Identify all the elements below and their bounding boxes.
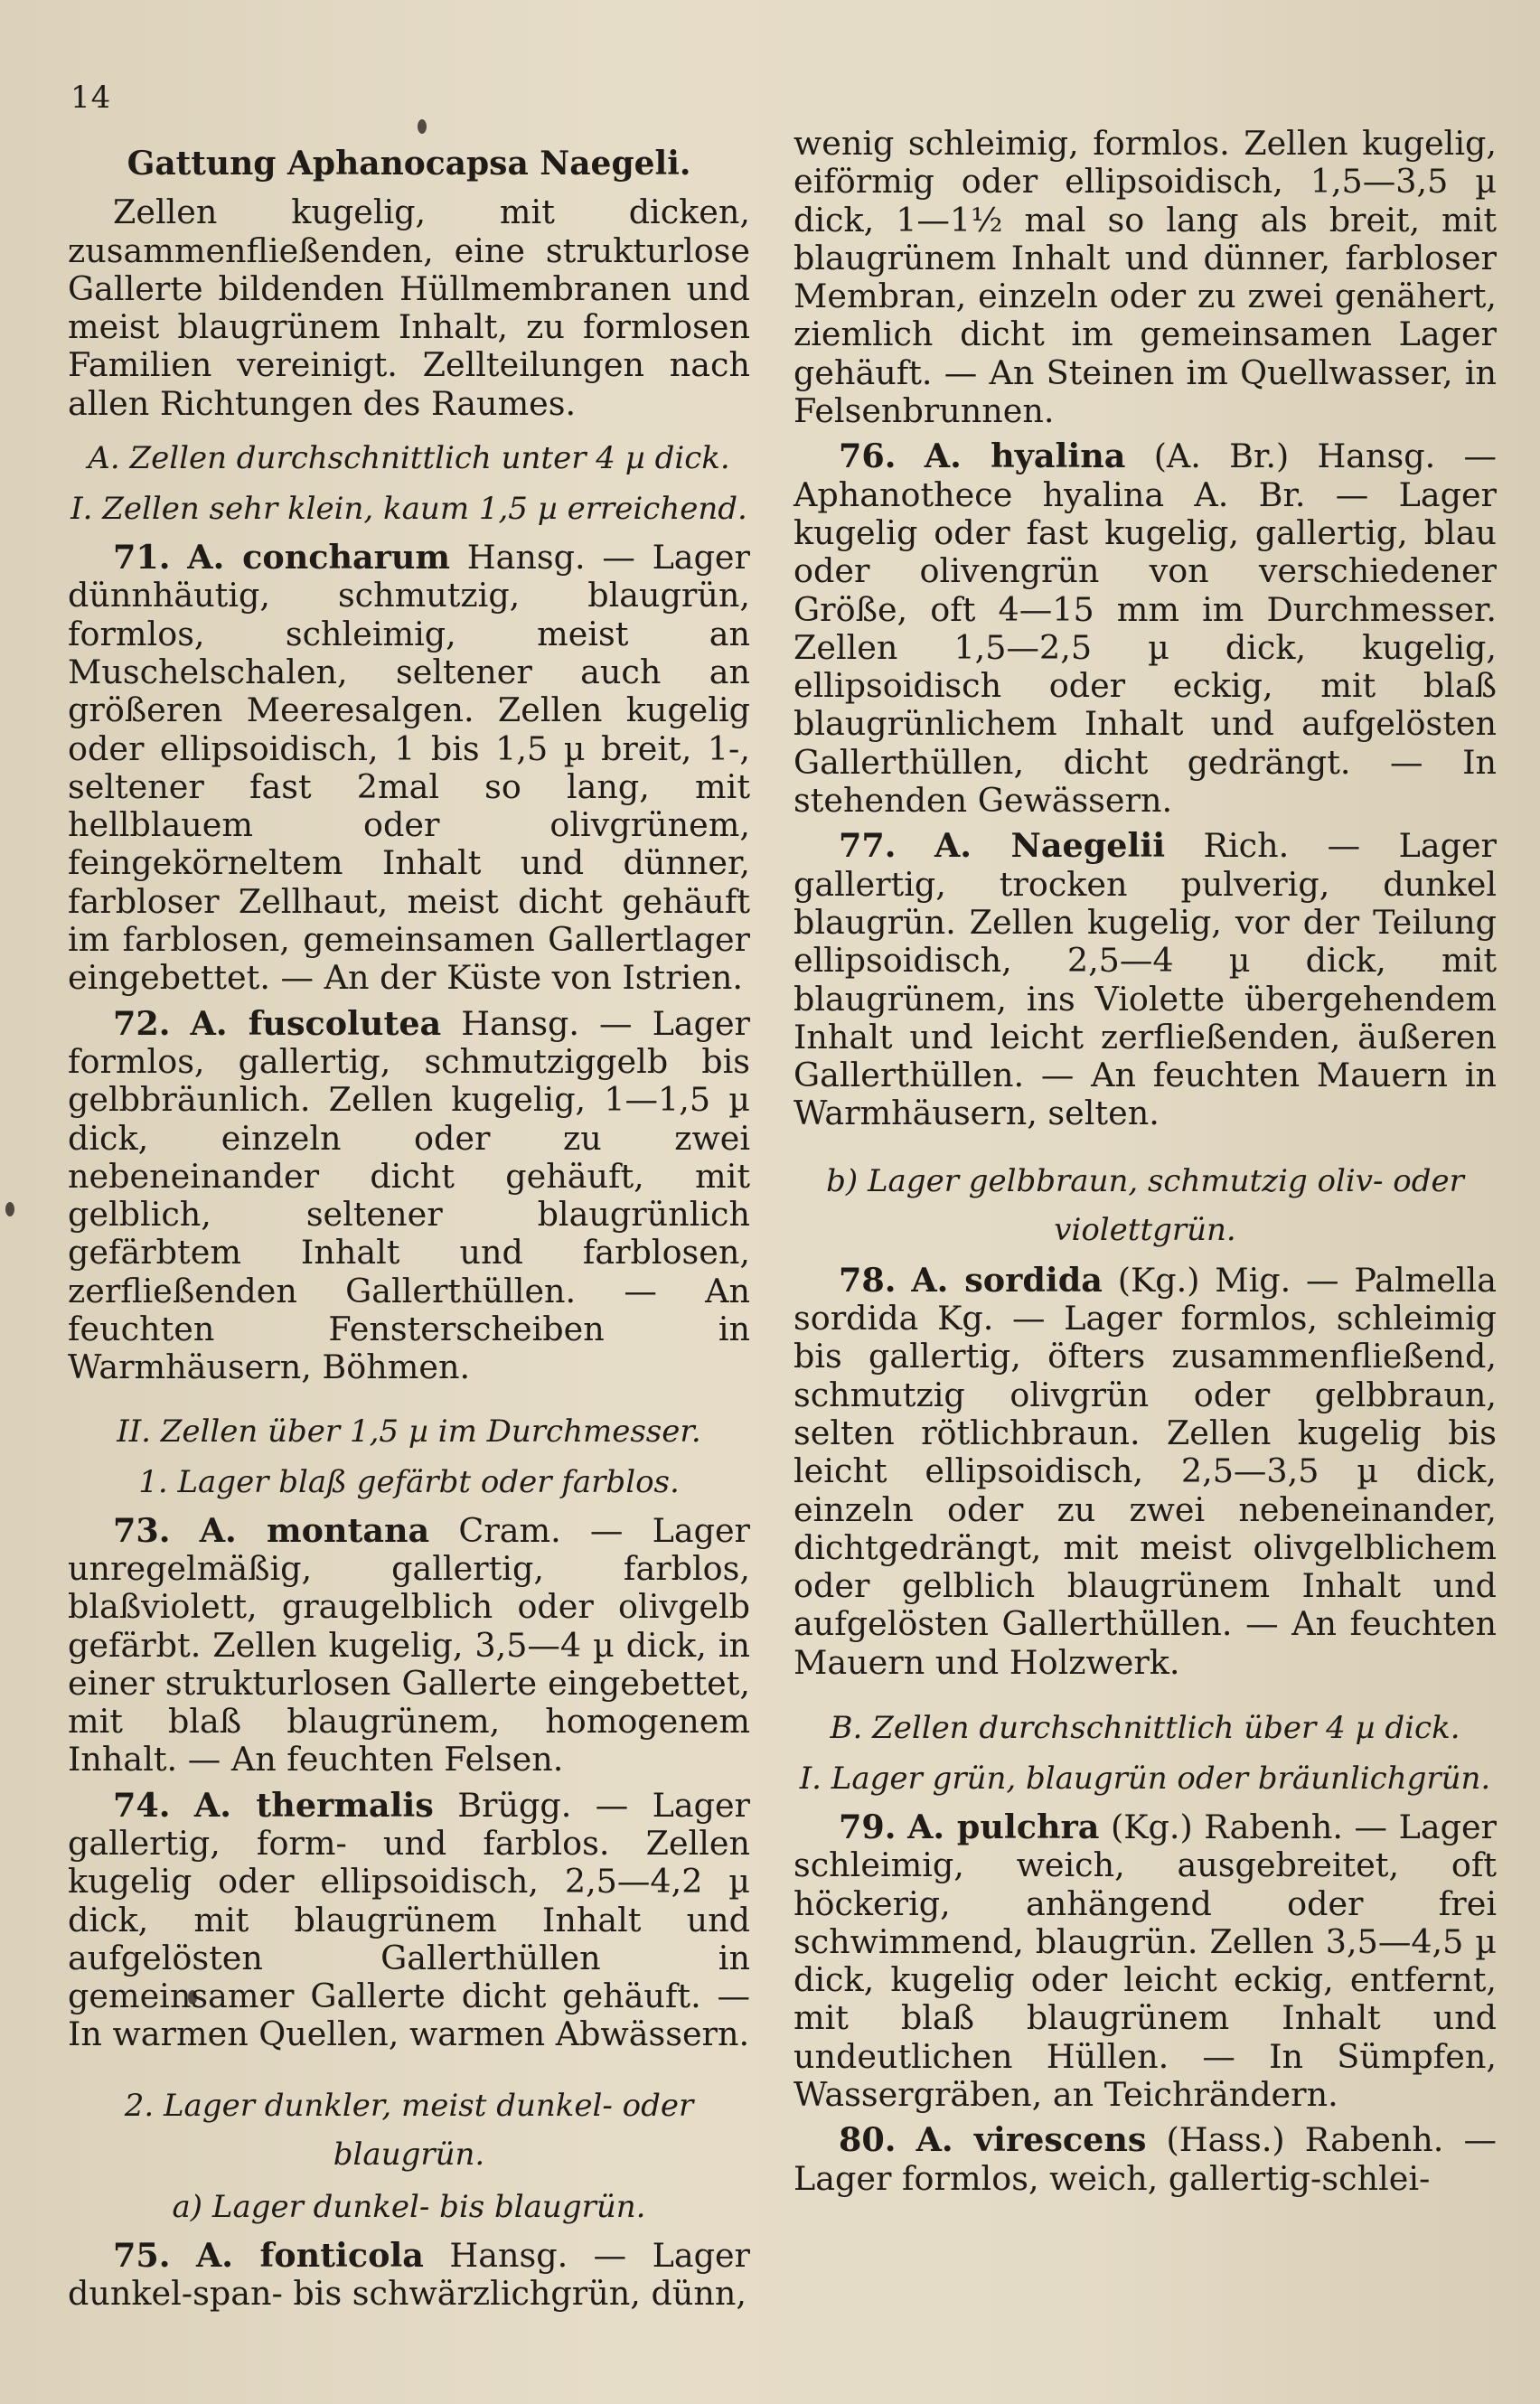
- entry-number: 74.: [113, 1785, 171, 1825]
- key-heading-I: I. Zellen sehr klein, kaum 1,5 µ erreichend.: [70, 491, 747, 528]
- species-entry-75: [68, 2237, 750, 2314]
- species-name: A. pulchra: [907, 1807, 1100, 1846]
- species-description: (Kg.) Rabenh. — Lager schleimig, weich, ausgebreitet, oft höckerig, anhängend oder frei schwimmend, blaugrün. Zellen 3,5—4,5 µ dick, kugelig oder leicht eckig, entfernt, mit blaß blaugrünem Inhalt und undeutlichen Hüllen. — In Sümpfen, Wassergräben, an Teichrändern.: [793, 1807, 1497, 2115]
- species-description: Rich. — Lager gallertig, trocken pulverig, dunkel blaugrün. Zellen kugelig, vor der Teilung ellipsoidisch, 2,5—4 µ dick, mit blaugrünem, ins Violette übergehendem Inhalt und leicht zerfließenden, äußeren Gallerthüllen. — An feuchten Mauern in Warmhäusern, selten.: [793, 826, 1497, 1133]
- entry-number: 75.: [113, 2235, 171, 2275]
- species-entry-74: [68, 1787, 750, 2054]
- entry-number: 73.: [113, 1510, 171, 1550]
- key-heading-a: a) Lager dunkel- bis blaugrün.: [172, 2188, 646, 2225]
- species-name: A. sordida: [911, 1260, 1103, 1300]
- ink-smudge: [418, 119, 427, 134]
- key-heading-B: B. Zellen durchschnittlich über 4 µ dick.: [830, 1709, 1460, 1746]
- key-heading-b: b) Lager gelbbraun, schmutzig oliv- oder violettgrün.: [826, 1162, 1464, 1248]
- left-column: [68, 136, 750, 2313]
- species-name: A. concharum: [187, 538, 451, 578]
- species-name: A. fonticola: [195, 2235, 424, 2275]
- key-heading-I-2: I. Lager grün, blaugrün oder bräunlichgrün.: [799, 1760, 1491, 1797]
- species-entry-77: [793, 827, 1497, 1132]
- species-entry-78: [793, 1262, 1497, 1682]
- species-description: Brügg. — Lager gallertig, form- und farblos. Zellen kugelig oder ellipsoidisch, 2,5—4,2 µ dick, mit blaugrünem Inhalt und aufgelösten Gallerthüllen in gemeinsamer Gallerte dicht gehäuft. — In warmen Quellen, warmen Abwässern.: [68, 1785, 750, 2054]
- entry-number: 77.: [839, 826, 897, 866]
- entry-number: 71.: [113, 538, 171, 578]
- species-entry-75-continued: wenig schleimig, formlos. Zellen kugelig, eiförmig oder ellipsoidisch, 1,5—3,5 µ dick, 1—1½ mal so lang als breit, mit blaugrünem Inhalt und dünner, farbloser Membran, einzeln oder zu zwei genähert, ziemlich dicht im gemeinsamen Lager gehäuft. — An Steinen im Quellwasser, in Felsenbrunnen.: [793, 124, 1497, 431]
- entry-number: 76.: [839, 437, 897, 476]
- species-entry-72: [68, 1005, 750, 1387]
- species-name: A. montana: [199, 1510, 430, 1550]
- species-name: A. fuscolutea: [190, 1003, 442, 1043]
- species-description: (Kg.) Mig. — Palmella sordida Kg. — Lager formlos, schleimig bis gallertig, öfters zusammenfließend, schmutzig olivgrün oder gelbbraun, selten rötlichbraun. Zellen kugelig bis leicht ellipsoidisch, 2,5—3,5 µ dick, einzeln oder zu zwei nebeneinander, dichtgedrängt, mit meist olivgelblichem oder gelblich blaugrünem Inhalt und aufgelösten Gallerthüllen. — An feuchten Mauern und Holzwerk.: [793, 1260, 1497, 1682]
- genus-description: Zellen kugelig, mit dicken, zusammenfließenden, eine strukturlose Gallerte bildenden Hüllmembranen und meist blaugrünem Inhalt, zu formlosen Familien vereinigt. Zellteilungen nach allen Richtungen des Raumes.: [68, 193, 750, 423]
- species-entry-76: [793, 437, 1497, 820]
- species-description: Hansg. — Lager dünnhäutig, schmutzig, blaugrün, formlos, schleimig, meist an Muschelschalen, seltener auch an größeren Meeresalgen. Zellen kugelig oder ellipsoidisch, 1 bis 1,5 µ breit, 1-, seltener fast 2mal so lang, mit hellblauem oder olivgrünem, feingekörneltem Inhalt und dünner, farbloser Zellhaut, meist dicht gehäuft im farblosen, gemeinsamen Gallertlager eingebettet. — An der Küste von Istrien.: [68, 538, 750, 998]
- genus-heading: Gattung Aphanocapsa Naegeli.: [127, 145, 691, 183]
- entry-number: 79.: [839, 1807, 897, 1846]
- right-column: [793, 125, 1497, 2198]
- entry-number: 78.: [839, 1260, 897, 1300]
- key-heading-2: 2. Lager dunkler, meist dunkel- oder blaugrün.: [124, 2087, 694, 2173]
- species-description: (Hass.) Rabenh. — Lager formlos, weich, gallertig-schlei-: [793, 2120, 1497, 2198]
- species-description: Hansg. — Lager formlos, gallertig, schmutziggelb bis gelbbräunlich. Zellen kugelig, 1—1,5 µ dick, einzeln oder zu zwei nebeneinander dicht gehäuft, mit gelblich, seltener blaugrünlich gefärbtem Inhalt und farblosen, zerfließenden Gallerthüllen. — An feuchten Fensterscheiben in Warmhäusern, Böhmen.: [68, 1003, 750, 1387]
- ink-smudge: [5, 1202, 14, 1216]
- species-description: (A. Br.) Hansg. — Aphanothece hyalina A. Br. — Lager kugelig oder fast kugelig, gallertig, blau oder olivengrün von verschiedener Größe, oft 4—15 mm im Durchmesser. Zellen 1,5—2,5 µ dick, kugelig, ellipsoidisch oder eckig, mit blaß blaugrünlichem Inhalt und aufgelösten Gallerthüllen, dicht gedrängt. — In stehenden Gewässern.: [793, 437, 1497, 821]
- species-entry-73: [68, 1512, 750, 1780]
- page-number: 14: [70, 80, 112, 116]
- species-name: A. Naegelii: [934, 826, 1166, 866]
- key-heading-1: 1. Lager blaß gefärbt oder farblos.: [138, 1463, 680, 1500]
- species-description: Hansg. — Lager dunkel-span- bis schwärzlichgrün, dünn,: [68, 2235, 750, 2314]
- key-heading-A: A. Zellen durchschnittlich unter 4 µ dick.: [88, 440, 730, 477]
- species-name: A. virescens: [916, 2120, 1147, 2160]
- species-name: A. thermalis: [193, 1785, 434, 1825]
- species-entry-79: [793, 1808, 1497, 2114]
- species-entry-80: [793, 2121, 1497, 2198]
- entry-number: 80.: [839, 2120, 897, 2160]
- species-description: Cram. — Lager unregelmäßig, gallertig, farblos, blaßviolett, graugelblich oder olivgelb gefärbt. Zellen kugelig, 3,5—4 µ dick, in einer strukturlosen Gallerte eingebettet, mit blaß blaugrünem, homogenem Inhalt. — An feuchten Felsen.: [68, 1510, 751, 1780]
- entry-number: 72.: [113, 1003, 171, 1043]
- key-heading-II: II. Zellen über 1,5 µ im Durchmesser.: [117, 1413, 701, 1450]
- species-entry-71: [68, 539, 750, 998]
- species-name: A. hyalina: [924, 437, 1126, 476]
